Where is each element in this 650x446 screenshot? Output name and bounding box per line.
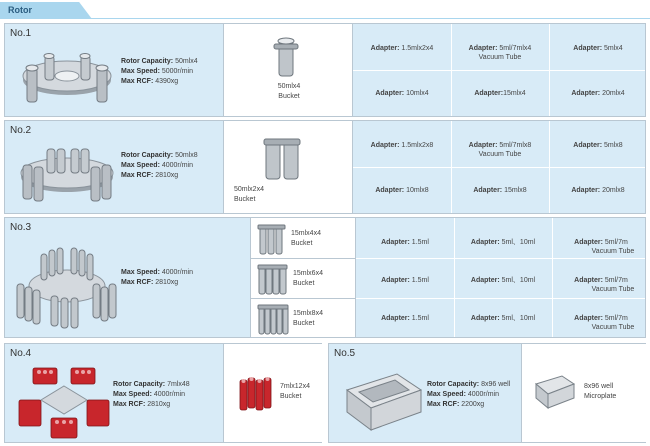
adapter-cell — [356, 314, 454, 323]
rotor-no1-info — [5, 24, 223, 116]
bucket-no5-size: 8x96 well — [584, 383, 614, 390]
rotor-no3-rcf: 2810xg — [155, 279, 179, 286]
rotor-no4-speed: 4000r/min — [153, 391, 185, 398]
grid-divider — [353, 70, 645, 71]
section-title: Rotor — [8, 5, 32, 15]
rotor-no4-title: No.4 — [10, 348, 32, 359]
adapter-value: 1.5mlx2x4 — [401, 45, 434, 52]
speed-label: Max Speed: — [427, 391, 466, 398]
rcf-label: Max RCF: — [427, 401, 460, 408]
header-rule — [0, 18, 650, 19]
rotor-no4-rcf: 2810xg — [147, 401, 171, 408]
rotor-no4-specs — [113, 380, 190, 410]
adapter-value: 1.5ml — [411, 277, 429, 284]
adapter-label: Adapter: — [381, 277, 410, 284]
adapter-cell — [549, 89, 647, 98]
bucket-no3-row3-image — [257, 302, 289, 336]
bucket-no1-image — [271, 36, 301, 78]
rotor-no5-panel — [328, 343, 646, 443]
adapter-label: Adapter: — [470, 239, 500, 246]
rotor-no5-image — [337, 360, 427, 440]
adapter-value: 5ml/7m — [604, 277, 628, 284]
adapter-value: 20mlx8 — [602, 187, 625, 194]
bucket-no3-row3-caption — [293, 309, 323, 329]
bucket-no5-image — [532, 372, 578, 412]
grid-divider — [353, 167, 645, 168]
adapter-label: Adapter: — [468, 142, 498, 149]
rotor-no1-speed: 5000r/min — [161, 68, 193, 75]
bucket-no4-label: Bucket — [280, 393, 302, 400]
rotor-no1-image — [15, 42, 120, 112]
adapter-cell — [353, 186, 451, 195]
rotor-no4-panel — [4, 343, 322, 443]
adapter-value: 5ml、10ml — [501, 239, 536, 246]
adapter-cell — [454, 238, 552, 247]
rotor-no1-panel — [4, 23, 646, 117]
rcf-label: Max RCF: — [121, 172, 154, 179]
adapter-cell — [552, 276, 650, 294]
bucket-label: Bucket — [291, 240, 313, 247]
adapter-cell — [552, 238, 650, 256]
rotor-no3-adapters — [356, 218, 645, 337]
adapter-cell — [451, 186, 549, 195]
adapter-value: 15mlx4 — [503, 90, 526, 97]
adapter-note: Vacuum Tube — [478, 151, 522, 158]
bucket-no2-image — [262, 135, 302, 181]
adapter-label: Adapter: — [375, 90, 405, 97]
adapter-value: 5ml/7mlx8 — [499, 142, 532, 149]
rcf-label: Max RCF: — [121, 279, 154, 286]
rotor-no1-adapters — [353, 24, 645, 116]
adapter-cell — [549, 186, 647, 195]
bucket-no5-caption — [584, 382, 616, 402]
adapter-note: Vacuum Tube — [591, 324, 635, 331]
rotor-no2-specs — [121, 151, 198, 181]
grid-divider — [451, 121, 452, 213]
adapter-label: Adapter: — [370, 45, 400, 52]
bucket-size: 15mlx4x4 — [291, 230, 321, 237]
rotor-no4-image — [15, 360, 113, 442]
adapter-value: 5mlx4 — [604, 45, 623, 52]
adapter-cell — [549, 141, 647, 150]
grid-divider — [549, 24, 550, 116]
adapter-label: Adapter: — [468, 45, 498, 52]
adapter-cell — [454, 276, 552, 285]
adapter-cell — [356, 276, 454, 285]
speed-label: Max Speed: — [121, 68, 160, 75]
adapter-label: Adapter: — [573, 142, 603, 149]
bucket-no3-row1-caption — [291, 229, 321, 249]
rotor-no2-info — [5, 121, 223, 213]
adapter-label: Adapter: — [571, 90, 601, 97]
adapter-value: 1.5mlx2x8 — [401, 142, 434, 149]
adapter-label: Adapter: — [381, 315, 410, 322]
adapter-value: 5ml/7m — [604, 239, 628, 246]
bucket-label: Bucket — [293, 280, 315, 287]
adapter-cell — [549, 44, 647, 53]
grid-divider — [356, 258, 645, 259]
bucket-no4-size: 7mlx12x4 — [280, 383, 310, 390]
adapter-label: Adapter: — [571, 187, 601, 194]
rotor-no1-capacity: 50mlx4 — [175, 58, 198, 65]
bucket-no2-caption — [234, 185, 324, 205]
bucket-no4-caption — [280, 382, 310, 402]
rotor-no2-title: No.2 — [10, 125, 32, 136]
adapter-label: Adapter: — [574, 315, 603, 322]
rotor-no2-adapters — [353, 121, 645, 213]
bucket-no2-size: 50mlx2x4 — [234, 186, 264, 193]
adapter-cell — [353, 89, 451, 98]
adapter-label: Adapter: — [473, 187, 503, 194]
speed-label: Max Speed: — [113, 391, 152, 398]
rotor-no5-capacity: 8x96 well — [481, 381, 511, 388]
adapter-cell — [451, 141, 549, 159]
adapter-value: 1.5ml — [411, 315, 429, 322]
rotor-no3-image — [11, 240, 123, 332]
adapter-value: 10mlx8 — [406, 187, 429, 194]
rotor-no3-specs — [121, 268, 193, 288]
rotor-no1-bucket — [223, 24, 353, 116]
bucket-size: 15mlx6x4 — [293, 270, 323, 277]
bucket-no1-caption — [224, 82, 354, 102]
bucket-no3-row1-image — [257, 222, 287, 256]
adapter-label: Adapter: — [470, 277, 500, 284]
row-divider — [251, 298, 355, 299]
adapter-cell — [451, 44, 549, 62]
rotor-no5-bucket — [521, 344, 646, 442]
bucket-no3-row2-image — [257, 262, 289, 296]
rotor-no5-rcf: 2200xg — [461, 401, 485, 408]
adapter-label: Adapter: — [470, 315, 500, 322]
rotor-no3-buckets — [250, 218, 356, 337]
capacity-label: Rotor Capacity: — [121, 152, 174, 159]
adapter-label: Adapter: — [574, 239, 603, 246]
rcf-label: Max RCF: — [113, 401, 146, 408]
rotor-no1-rcf: 4390xg — [155, 78, 179, 85]
rotor-no4-info — [5, 344, 223, 442]
adapter-cell — [451, 89, 549, 98]
adapter-label: Adapter: — [474, 90, 504, 97]
rotor-no2-capacity: 50mlx8 — [175, 152, 198, 159]
bucket-label: Bucket — [293, 320, 315, 327]
adapter-value: 5mlx8 — [604, 142, 623, 149]
bucket-no1-size: 50mlx4 — [277, 83, 301, 90]
rotor-no3-title: No.3 — [10, 222, 32, 233]
rotor-no2-image — [13, 137, 121, 211]
capacity-label: Rotor Capacity: — [427, 381, 480, 388]
adapter-value: 15mlx8 — [504, 187, 527, 194]
adapter-value: 5ml/7m — [604, 315, 628, 322]
bucket-no4-image — [238, 372, 274, 412]
adapter-cell — [552, 314, 650, 332]
rotor-no5-speed: 4000r/min — [467, 391, 499, 398]
rotor-no3-panel — [4, 217, 646, 338]
rotor-no3-info — [5, 218, 250, 337]
grid-divider — [356, 298, 645, 299]
speed-label: Max Speed: — [121, 269, 160, 276]
adapter-label: Adapter: — [381, 239, 410, 246]
grid-divider — [451, 24, 452, 116]
rotor-no4-bucket — [223, 344, 322, 442]
adapter-value: 20mlx4 — [602, 90, 625, 97]
speed-label: Max Speed: — [121, 162, 160, 169]
bucket-no1-label: Bucket — [278, 93, 300, 100]
grid-divider — [549, 121, 550, 213]
adapter-value: 5ml/7mlx4 — [499, 45, 532, 52]
rotor-no5-title: No.5 — [334, 348, 356, 359]
bucket-size: 15mlx8x4 — [293, 310, 323, 317]
rotor-no2-speed: 4000r/min — [161, 162, 193, 169]
rotor-no4-capacity: 7mlx48 — [167, 381, 190, 388]
adapter-cell — [454, 314, 552, 323]
adapter-cell — [353, 141, 451, 150]
rotor-no5-specs — [427, 380, 510, 410]
adapter-value: 10mlx4 — [406, 90, 429, 97]
row-divider — [251, 258, 355, 259]
adapter-note: Vacuum Tube — [591, 286, 635, 293]
rotor-no1-specs — [121, 57, 198, 87]
bucket-no5-label: Microplate — [584, 393, 617, 400]
adapter-value: 5ml、10ml — [501, 315, 536, 322]
adapter-value: 5ml、10ml — [501, 277, 536, 284]
adapter-cell — [356, 238, 454, 247]
adapter-label: Adapter: — [573, 45, 603, 52]
adapter-note: Vacuum Tube — [478, 54, 522, 61]
adapter-note: Vacuum Tube — [591, 248, 635, 255]
section-header — [0, 0, 650, 22]
rotor-no5-info — [329, 344, 521, 442]
rotor-no1-title: No.1 — [10, 28, 32, 39]
adapter-label: Adapter: — [574, 277, 603, 284]
capacity-label: Rotor Capacity: — [113, 381, 166, 388]
rotor-no2-panel — [4, 120, 646, 214]
adapter-cell — [353, 44, 451, 53]
rotor-no3-speed: 4000r/min — [161, 269, 193, 276]
adapter-label: Adapter: — [370, 142, 400, 149]
rotor-no2-rcf: 2810xg — [155, 172, 179, 179]
capacity-label: Rotor Capacity: — [121, 58, 174, 65]
bucket-no3-row2-caption — [293, 269, 323, 289]
rotor-no2-bucket — [223, 121, 353, 213]
bucket-no2-label: Bucket — [234, 196, 256, 203]
adapter-label: Adapter: — [375, 187, 405, 194]
rcf-label: Max RCF: — [121, 78, 154, 85]
adapter-value: 1.5ml — [411, 239, 429, 246]
